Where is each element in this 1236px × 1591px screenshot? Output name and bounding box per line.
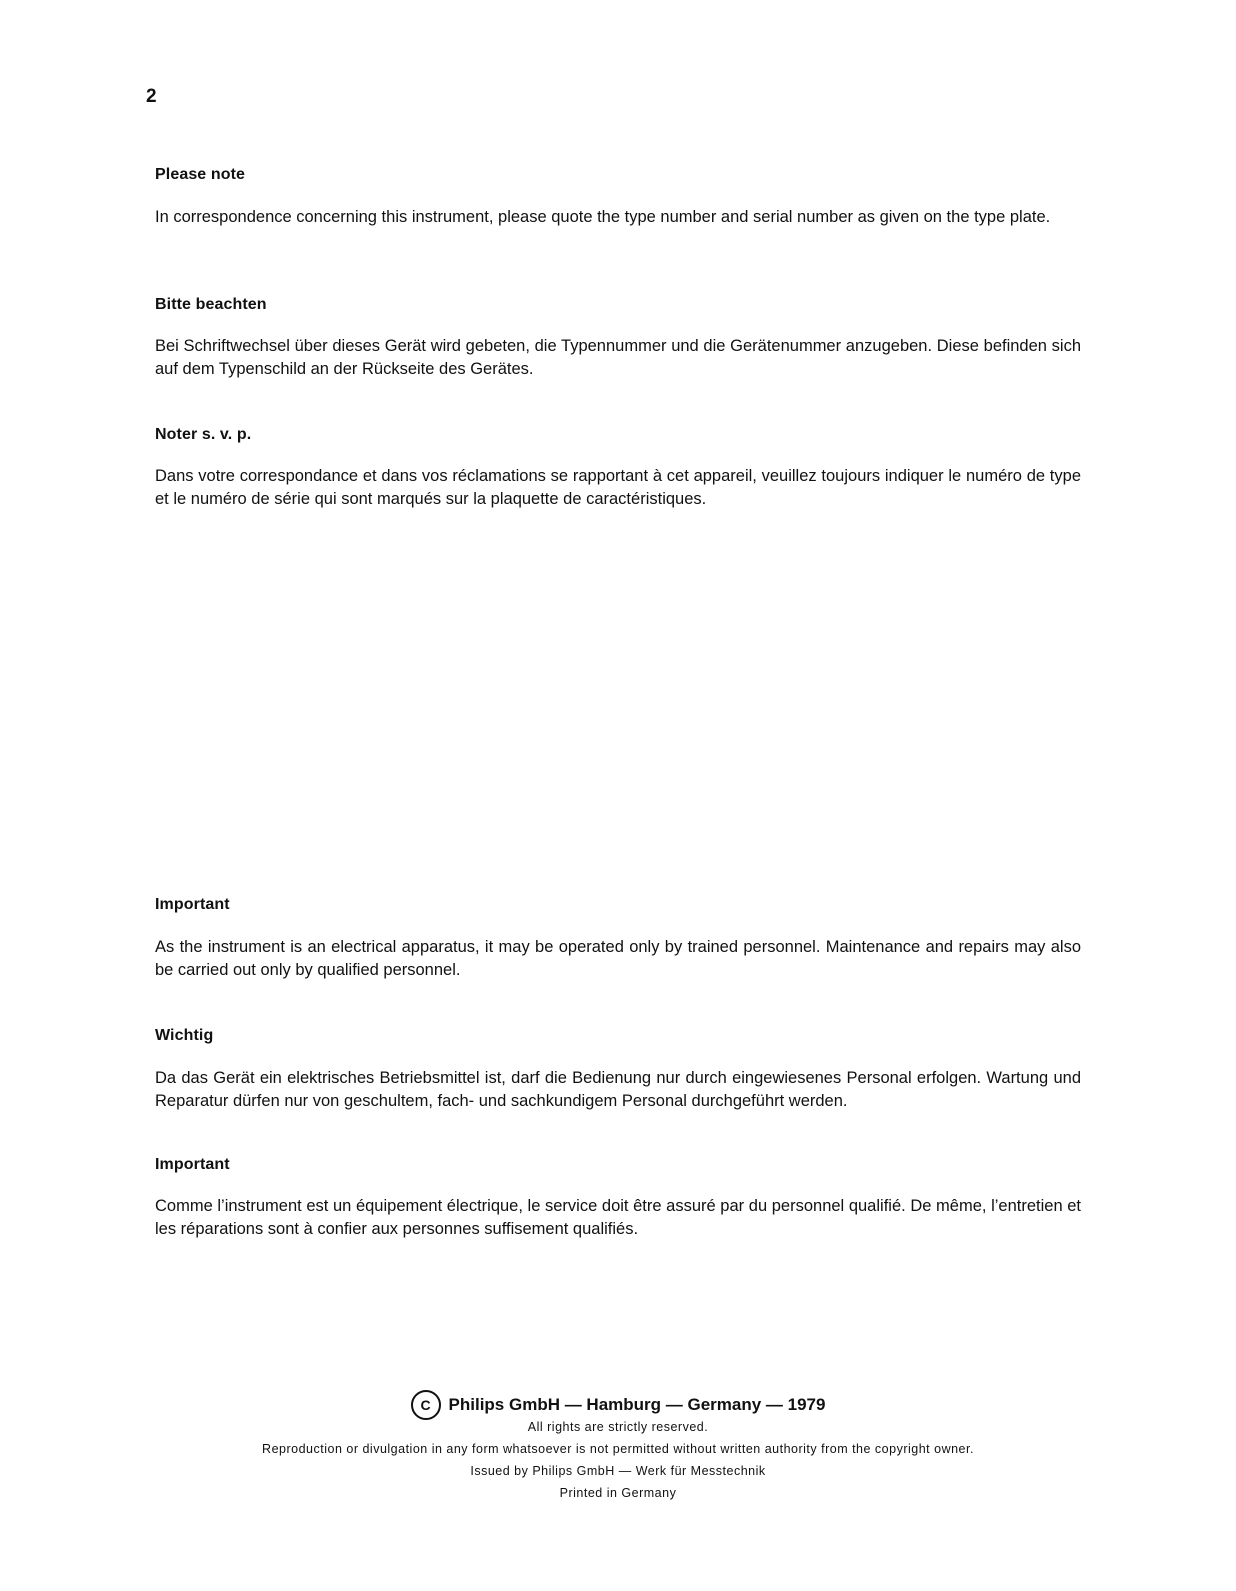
page-number: 2 <box>146 86 157 107</box>
heading-wichtig: Wichtig <box>155 1027 214 1044</box>
heading-important-fr: Important <box>155 1156 230 1173</box>
heading-bitte-beachten: Bitte beachten <box>155 296 267 313</box>
footer-publisher-line <box>0 1390 1236 1420</box>
paragraph-noter-svp: Dans votre correspondance et dans vos réclamations se rapportant à cet appareil, veuillez toujours indiquer le numéro de type et le numéro de série qui sont marqués sur la plaquette de caractéristiques. <box>155 467 1081 508</box>
footer-printed: Printed in Germany <box>559 1486 677 1500</box>
footer-issued-by: Issued by Philips GmbH — Werk für Messtechnik <box>470 1464 766 1478</box>
paragraph-bitte-beachten: Bei Schriftwechsel über dieses Gerät wird gebeten, die Typennummer und die Gerätenummer anzugeben. Diese befinden sich auf dem Typenschild an der Rückseite des Gerätes. <box>155 337 1081 378</box>
footer-publisher: Philips GmbH — Hamburg — Germany — 1979 <box>448 1395 826 1414</box>
footer-rights: All rights are strictly reserved. <box>527 1420 709 1434</box>
paragraph-please-note: In correspondence concerning this instrument, please quote the type number and serial number as given on the type plate. <box>155 208 1051 226</box>
paragraph-wichtig: Da das Gerät ein elektrisches Betriebsmittel ist, darf die Bedienung nur durch eingewiesenes Personal erfolgen. Wartung und Reparatur dürfen nur von geschultem, fach- und sachkundigem Personal durchgeführt werden. <box>155 1069 1081 1110</box>
heading-noter-svp: Noter s. v. p. <box>155 426 252 443</box>
copyright-icon: C <box>411 1390 441 1420</box>
heading-please-note: Please note <box>155 166 246 183</box>
paragraph-important-fr: Comme l’instrument est un équipement électrique, le service doit être assuré par du personnel qualifié. De même, l’entretien et les réparations sont à confier aux personnes suffisement qualifiés. <box>155 1197 1081 1238</box>
footer-reproduction: Reproduction or divulgation in any form whatsoever is not permitted without written authority from the copyright owner. <box>262 1442 974 1456</box>
heading-important-en: Important <box>155 896 230 913</box>
paragraph-important-en: As the instrument is an electrical apparatus, it may be operated only by trained personnel. Maintenance and repairs may also be carried out only by qualified personnel. <box>155 938 1081 979</box>
